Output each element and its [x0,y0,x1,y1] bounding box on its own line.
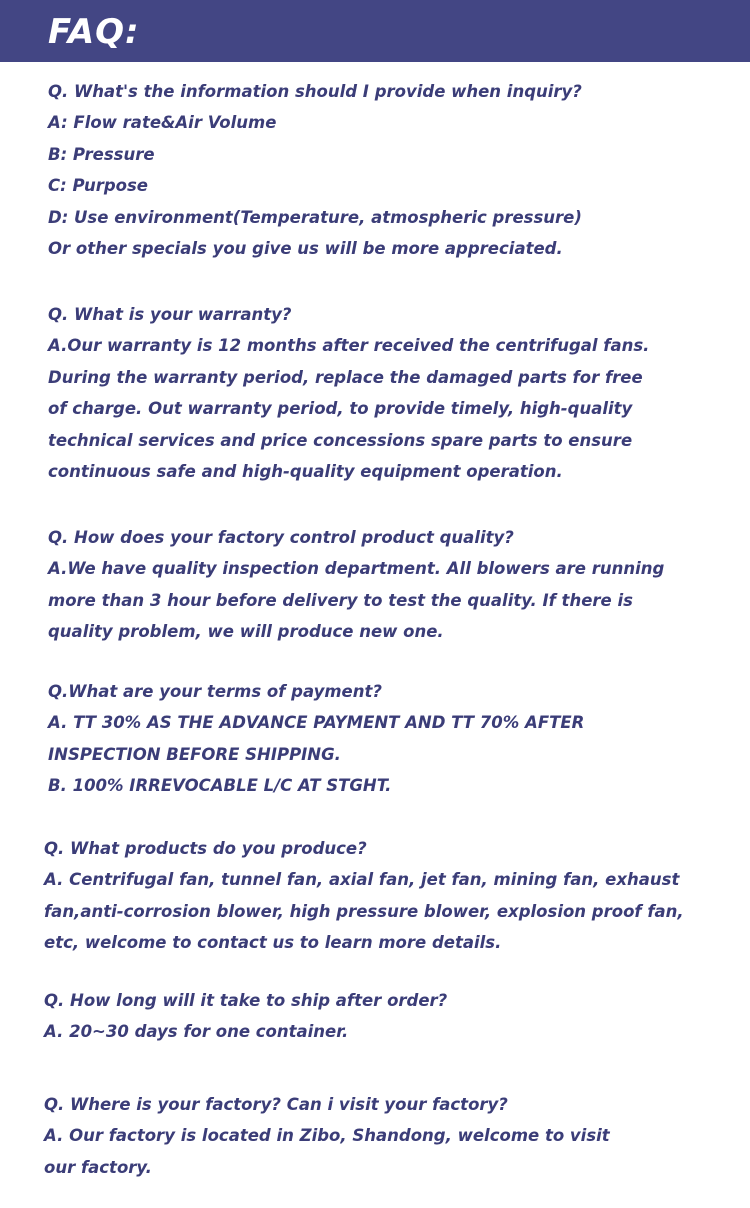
question-text: Q. How does your factory control product quality? [48,528,514,547]
answer-text: fan,anti-corrosion blower, high pressure blower, explosion proof fan, [44,902,684,921]
answer-text: our factory. [44,1158,152,1177]
answer-text: A.We have quality inspection department. All blowers are running [48,559,665,578]
answer-text: D: Use environment(Temperature, atmospheric pressure) [48,208,582,227]
question-text: Q.What are your terms of payment? [48,682,382,701]
answer-text: During the warranty period, replace the damaged parts for free [48,368,643,387]
answer-text: A. Our factory is located in Zibo, Shandong, welcome to visit [44,1126,610,1145]
answer-text: more than 3 hour before delivery to test the quality. If there is [48,591,633,610]
answer-text: C: Purpose [48,176,148,195]
answer-text: A. TT 30% AS THE ADVANCE PAYMENT AND TT 70% AFTER [48,713,585,732]
question-text: Q. Where is your factory? Can i visit your factory? [44,1095,508,1114]
answer-text: A. Centrifugal fan, tunnel fan, axial fan, jet fan, mining fan, exhaust [44,870,680,889]
question-text: Q. How long will it take to ship after order? [44,991,448,1010]
answer-text: quality problem, we will produce new one. [48,622,444,641]
question-text: Q. What products do you produce? [44,839,367,858]
answer-text: A.Our warranty is 12 months after received the centrifugal fans. [48,336,650,355]
answer-text: B: Pressure [48,145,155,164]
answer-text: A: Flow rate&Air Volume [48,113,277,132]
answer-text: A. 20~30 days for one container. [44,1022,349,1041]
answer-text: technical services and price concessions spare parts to ensure [48,431,633,450]
question-text: Q. What is your warranty? [48,305,292,324]
answer-text: of charge. Out warranty period, to provide timely, high-quality [48,399,633,418]
answer-text: continuous safe and high-quality equipment operation. [48,462,563,481]
answer-text: B. 100% IRREVOCABLE L/C AT STGHT. [48,776,392,795]
faq-header-bar [0,0,750,62]
page-title: FAQ: [48,12,140,52]
answer-text: Or other specials you give us will be more appreciated. [48,239,563,258]
question-text: Q. What's the information should I provide when inquiry? [48,82,582,101]
answer-text: INSPECTION BEFORE SHIPPING. [48,745,341,764]
answer-text: etc, welcome to contact us to learn more details. [44,933,502,952]
